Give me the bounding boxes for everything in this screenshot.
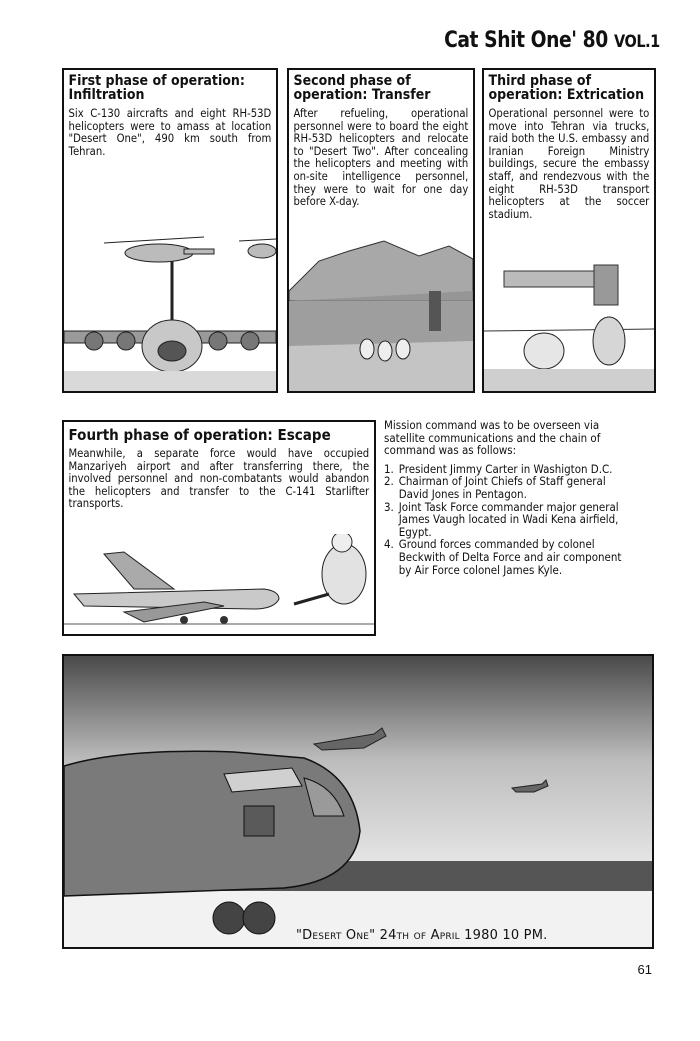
list-item bbox=[384, 476, 634, 501]
mission-intro: Mission command was to be overseen via satellite communications and the chain of command was as follows: bbox=[384, 419, 601, 458]
series-title bbox=[444, 28, 660, 53]
panel-heading: Second phase of operation: Transfer bbox=[293, 73, 431, 103]
desert-one-panel bbox=[62, 654, 654, 949]
panel-infiltration bbox=[62, 68, 278, 393]
series-name: Cat Shit One' 80 bbox=[444, 28, 609, 53]
c130-helicopters-illustration bbox=[64, 221, 276, 391]
list-text: Chairman of Joint Chiefs of Staff general David Jones in Pentagon. bbox=[398, 475, 606, 501]
panel-heading: Third phase of operation: Extrication bbox=[488, 73, 645, 103]
panel-transfer bbox=[287, 68, 475, 393]
list-text: Ground forces commanded by colonel Beckwith of Delta Force and air component by Air Force colonel James Kyle. bbox=[398, 538, 622, 577]
list-text: Joint Task Force commander major general James Vaugh located in Wadi Kena airfield, Egypt. bbox=[398, 500, 619, 539]
list-number: 1. bbox=[384, 462, 394, 476]
volume-label: VOL.1 bbox=[614, 32, 660, 52]
mission-command-text bbox=[384, 420, 634, 577]
list-item bbox=[384, 539, 634, 577]
panel-extrication bbox=[482, 68, 656, 393]
chain-of-command-list bbox=[384, 464, 634, 577]
list-number: 4. bbox=[384, 538, 394, 552]
embassy-raid-illustration bbox=[484, 251, 654, 391]
page-number: 61 bbox=[637, 962, 652, 977]
panel-heading: Fourth phase of operation: Escape bbox=[68, 426, 331, 444]
list-text: President Jimmy Carter in Washigton D.C. bbox=[398, 462, 613, 476]
panel-heading: First phase of operation: Infiltration bbox=[68, 73, 245, 103]
list-item bbox=[384, 502, 634, 540]
list-number: 2. bbox=[384, 475, 394, 489]
desert-one-illustration bbox=[64, 656, 652, 947]
panel-text: After refueling, operational personnel were to board the eight RH-53D helicopters and relocate to "Desert Two". After concealing the helicopters and meeting with on-site intelligence personnel, they were to wait for one day before X-day. bbox=[293, 107, 469, 209]
scene-caption: "Desert One" 24th of April 1980 10 PM. bbox=[296, 928, 548, 943]
panel-text: Six C-130 aircrafts and eight RH-53D helicopters were to amass at location "Desert One", 490 km south from Tehran. bbox=[68, 107, 272, 158]
list-number: 3. bbox=[384, 500, 394, 514]
panel-escape bbox=[62, 420, 376, 636]
panel-text: Operational personnel were to move into Tehran via trucks, raid both the U.S. embassy and Iranian Foreign Ministry buildings, secure the embassy staff, and rendezvous with the eight RH-53D transport helicopters at the soccer stadium. bbox=[488, 107, 650, 221]
desert-camp-illustration bbox=[289, 231, 473, 391]
c141-starlifter-illustration bbox=[64, 534, 374, 634]
panel-text: Meanwhile, a separate force would have occupied Manzariyeh airport and after transferring there, the involved personnel and non-combatants would abandon the helicopters and transfer to the C-141 Starlifter transports. bbox=[68, 447, 370, 511]
